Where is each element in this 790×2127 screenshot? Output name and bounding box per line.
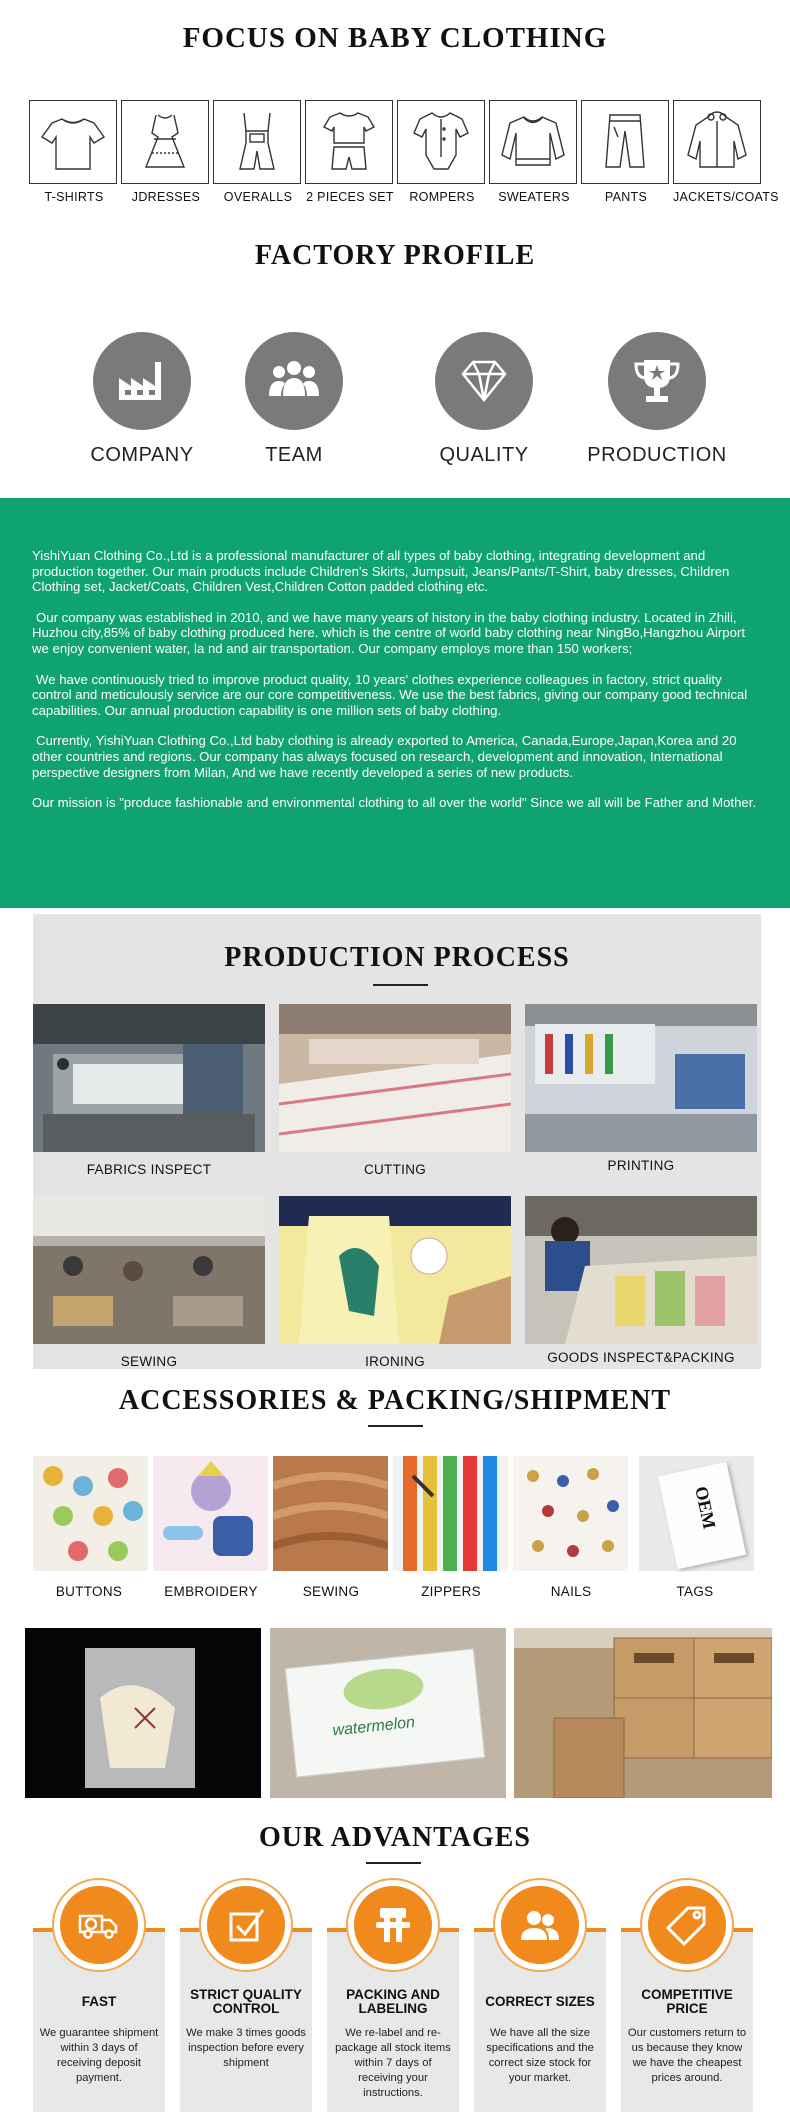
process-step-label: CUTTING: [363, 1162, 427, 1177]
dress-icon: [130, 109, 200, 175]
category-rompers[interactable]: [397, 100, 487, 204]
category-pants[interactable]: [581, 100, 671, 204]
profile-label: COMPANY: [90, 444, 194, 466]
advantage-heading: FAST: [81, 1994, 117, 2009]
category-sweaters[interactable]: [489, 100, 579, 204]
accessory-label: BUTTONS: [55, 1584, 123, 1599]
goods-inspect-packing-photo: [525, 1196, 757, 1344]
profile-company[interactable]: [62, 332, 222, 467]
profile-quality[interactable]: [404, 332, 564, 467]
category-label: T-SHIRTS: [44, 190, 104, 204]
advantage-text: We guarantee shipment within 3 days of receiving deposit payment.: [39, 2027, 159, 2084]
process-step-label: GOODS INSPECT&PACKING: [547, 1350, 735, 1365]
overalls-icon: [222, 109, 292, 175]
profile-label: TEAM: [265, 444, 323, 466]
title-divider: [366, 1862, 421, 1864]
process-step-label: SEWING: [120, 1354, 178, 1369]
advantage-card-packing: [327, 1928, 459, 2112]
sweater-icon: [498, 109, 568, 175]
ironing-photo: [279, 1196, 511, 1344]
diamond-icon: [455, 352, 513, 410]
checkbox-icon: [223, 1902, 269, 1948]
tags-photo: [639, 1456, 754, 1571]
advantages-title: OUR ADVANTAGES: [258, 1822, 531, 1853]
advantage-card-fast: [33, 1928, 165, 2112]
title-divider: [368, 1425, 423, 1427]
process-step-label: IRONING: [365, 1354, 425, 1369]
advantage-text: We re-label and re-package all stock items within 7 days of receiving your instructions.: [335, 2027, 451, 2099]
category-overalls[interactable]: [213, 100, 303, 204]
profile-production[interactable]: [577, 332, 737, 467]
process-step-label: FABRICS INSPECT: [86, 1162, 212, 1177]
category-label: PANTS: [604, 190, 648, 204]
profile-team[interactable]: [214, 332, 374, 467]
delivery-truck-icon: [76, 1902, 122, 1948]
advantage-text: We make 3 times goods inspection before every shipment: [186, 2027, 306, 2069]
embroidery-photo: [153, 1456, 268, 1571]
category-label: ROMPERS: [409, 190, 475, 204]
buttons-photo: [33, 1456, 148, 1571]
category-jackets-coats[interactable]: [673, 100, 779, 204]
accessory-label: TAGS: [676, 1584, 714, 1599]
tag-text: OEM: [691, 1484, 720, 1531]
about-paragraph: We have continuously tried to improve product quality, 10 years' clothes experience colleagues in factory, strict quality control and meticulously service are our core competitiveness. We use the best fabrics, giving our company good technical capabilities. Our annual production capability is one million sets of baby clothing.: [32, 671, 748, 718]
advantage-text: Our customers return to us because they know we have the cheapest prices around.: [627, 2027, 747, 2084]
advantage-heading: PACKING AND LABELING: [346, 1987, 440, 2016]
clothing-section-title: FOCUS ON BABY CLOTHING: [182, 22, 608, 54]
team-icon: [265, 352, 323, 410]
advantage-card-quality: [180, 1928, 312, 2112]
advantage-card-sizes: [474, 1928, 606, 2112]
category-label: 2 PIECES SET: [306, 190, 394, 204]
tshirt-icon: [38, 109, 108, 175]
shipping-cartons-photo: [514, 1628, 772, 1798]
category-tshirts[interactable]: [29, 100, 119, 204]
sewing-fabric-photo: [273, 1456, 388, 1571]
packing-printed-bag-photo: [270, 1628, 506, 1798]
factory-profile-title: FACTORY PROFILE: [254, 240, 536, 271]
baby-clothing-section: [0, 0, 790, 220]
advantage-heading: COMPETITIVE PRICE: [641, 1987, 733, 2016]
category-label: JACKETS/COATS: [673, 190, 779, 204]
accessory-label: SEWING: [302, 1584, 360, 1599]
profile-label: QUALITY: [439, 444, 529, 466]
factory-icon: [113, 352, 171, 410]
romper-icon: [406, 109, 476, 175]
production-process-title: PRODUCTION PROCESS: [224, 942, 570, 973]
category-label: OVERALLS: [223, 190, 293, 204]
people-icon: [517, 1902, 563, 1948]
accessory-label: EMBROIDERY: [164, 1584, 258, 1599]
packing-bag-photo: [25, 1628, 261, 1798]
title-divider: [373, 984, 428, 986]
advantage-text: We have all the size specifications and the correct size stock for your market.: [486, 2027, 594, 2084]
price-tag-icon: [664, 1902, 710, 1948]
about-paragraph: Our company was established in 2010, and we have many years of history in the baby clothing industry. Located in Zhili, Huzhou city,85% of baby clothing produced here. which is the centre of world baby clothing near NingBo,Hangzhou Airport we enjoy convenient water, la nd and air transportation. Our company employs more than 150 workers;: [32, 609, 746, 656]
category-two-piece-set[interactable]: [305, 100, 395, 204]
profile-label: PRODUCTION: [587, 444, 727, 466]
process-step-label: PRINTING: [607, 1158, 675, 1173]
two-piece-set-icon: [314, 109, 384, 175]
advantage-heading: STRICT QUALITY CONTROL: [190, 1987, 302, 2016]
about-paragraph: Currently, YishiYuan Clothing Co.,Ltd baby clothing is already exported to America, Canada,Europe,Japan,Korea and 20 other countries and regions. Our company has always focused on research, development and innovation, International perspective designers from Milan, And we have recently developed a series of new products.: [32, 733, 737, 780]
company-about-section: [0, 498, 790, 908]
advantage-card-price: [621, 1928, 753, 2112]
production-process-section: [33, 914, 761, 1369]
jacket-icon: [682, 109, 752, 175]
cutting-photo: [279, 1004, 511, 1152]
category-dresses[interactable]: [121, 100, 211, 204]
advantage-heading: CORRECT SIZES: [485, 1994, 595, 2009]
about-paragraph: Our mission is "produce fashionable and environmental clothing to all over the world" Since we all will be Father and Mother.: [32, 795, 757, 811]
zippers-photo: [393, 1456, 508, 1571]
printing-photo: [525, 1004, 757, 1152]
bag-print-text: watermelon: [331, 1713, 416, 1740]
category-label: JDRESSES: [131, 190, 201, 204]
category-label: SWEATERS: [498, 190, 570, 204]
nails-photo: [513, 1456, 628, 1571]
accessory-label: ZIPPERS: [421, 1584, 481, 1599]
labeling-icon: [370, 1902, 416, 1948]
sewing-photo: [33, 1196, 265, 1344]
pants-icon: [590, 109, 660, 175]
fabrics-inspect-photo: [33, 1004, 265, 1152]
accessory-label: NAILS: [550, 1584, 592, 1599]
accessories-title: ACCESSORIES & PACKING/SHIPMENT: [118, 1385, 672, 1416]
about-paragraph: YishiYuan Clothing Co.,Ltd is a professional manufacturer of all types of baby clothing, integrating development and production together. Our main products include Children's Skirts, Jumpsuit, Jeans/Pants/T-Shirt, baby dresses, Children Clothing set, Jacket/Coats, Children Vest,Children Cotton padded clothing etc.: [32, 548, 730, 595]
trophy-icon: [628, 352, 686, 410]
